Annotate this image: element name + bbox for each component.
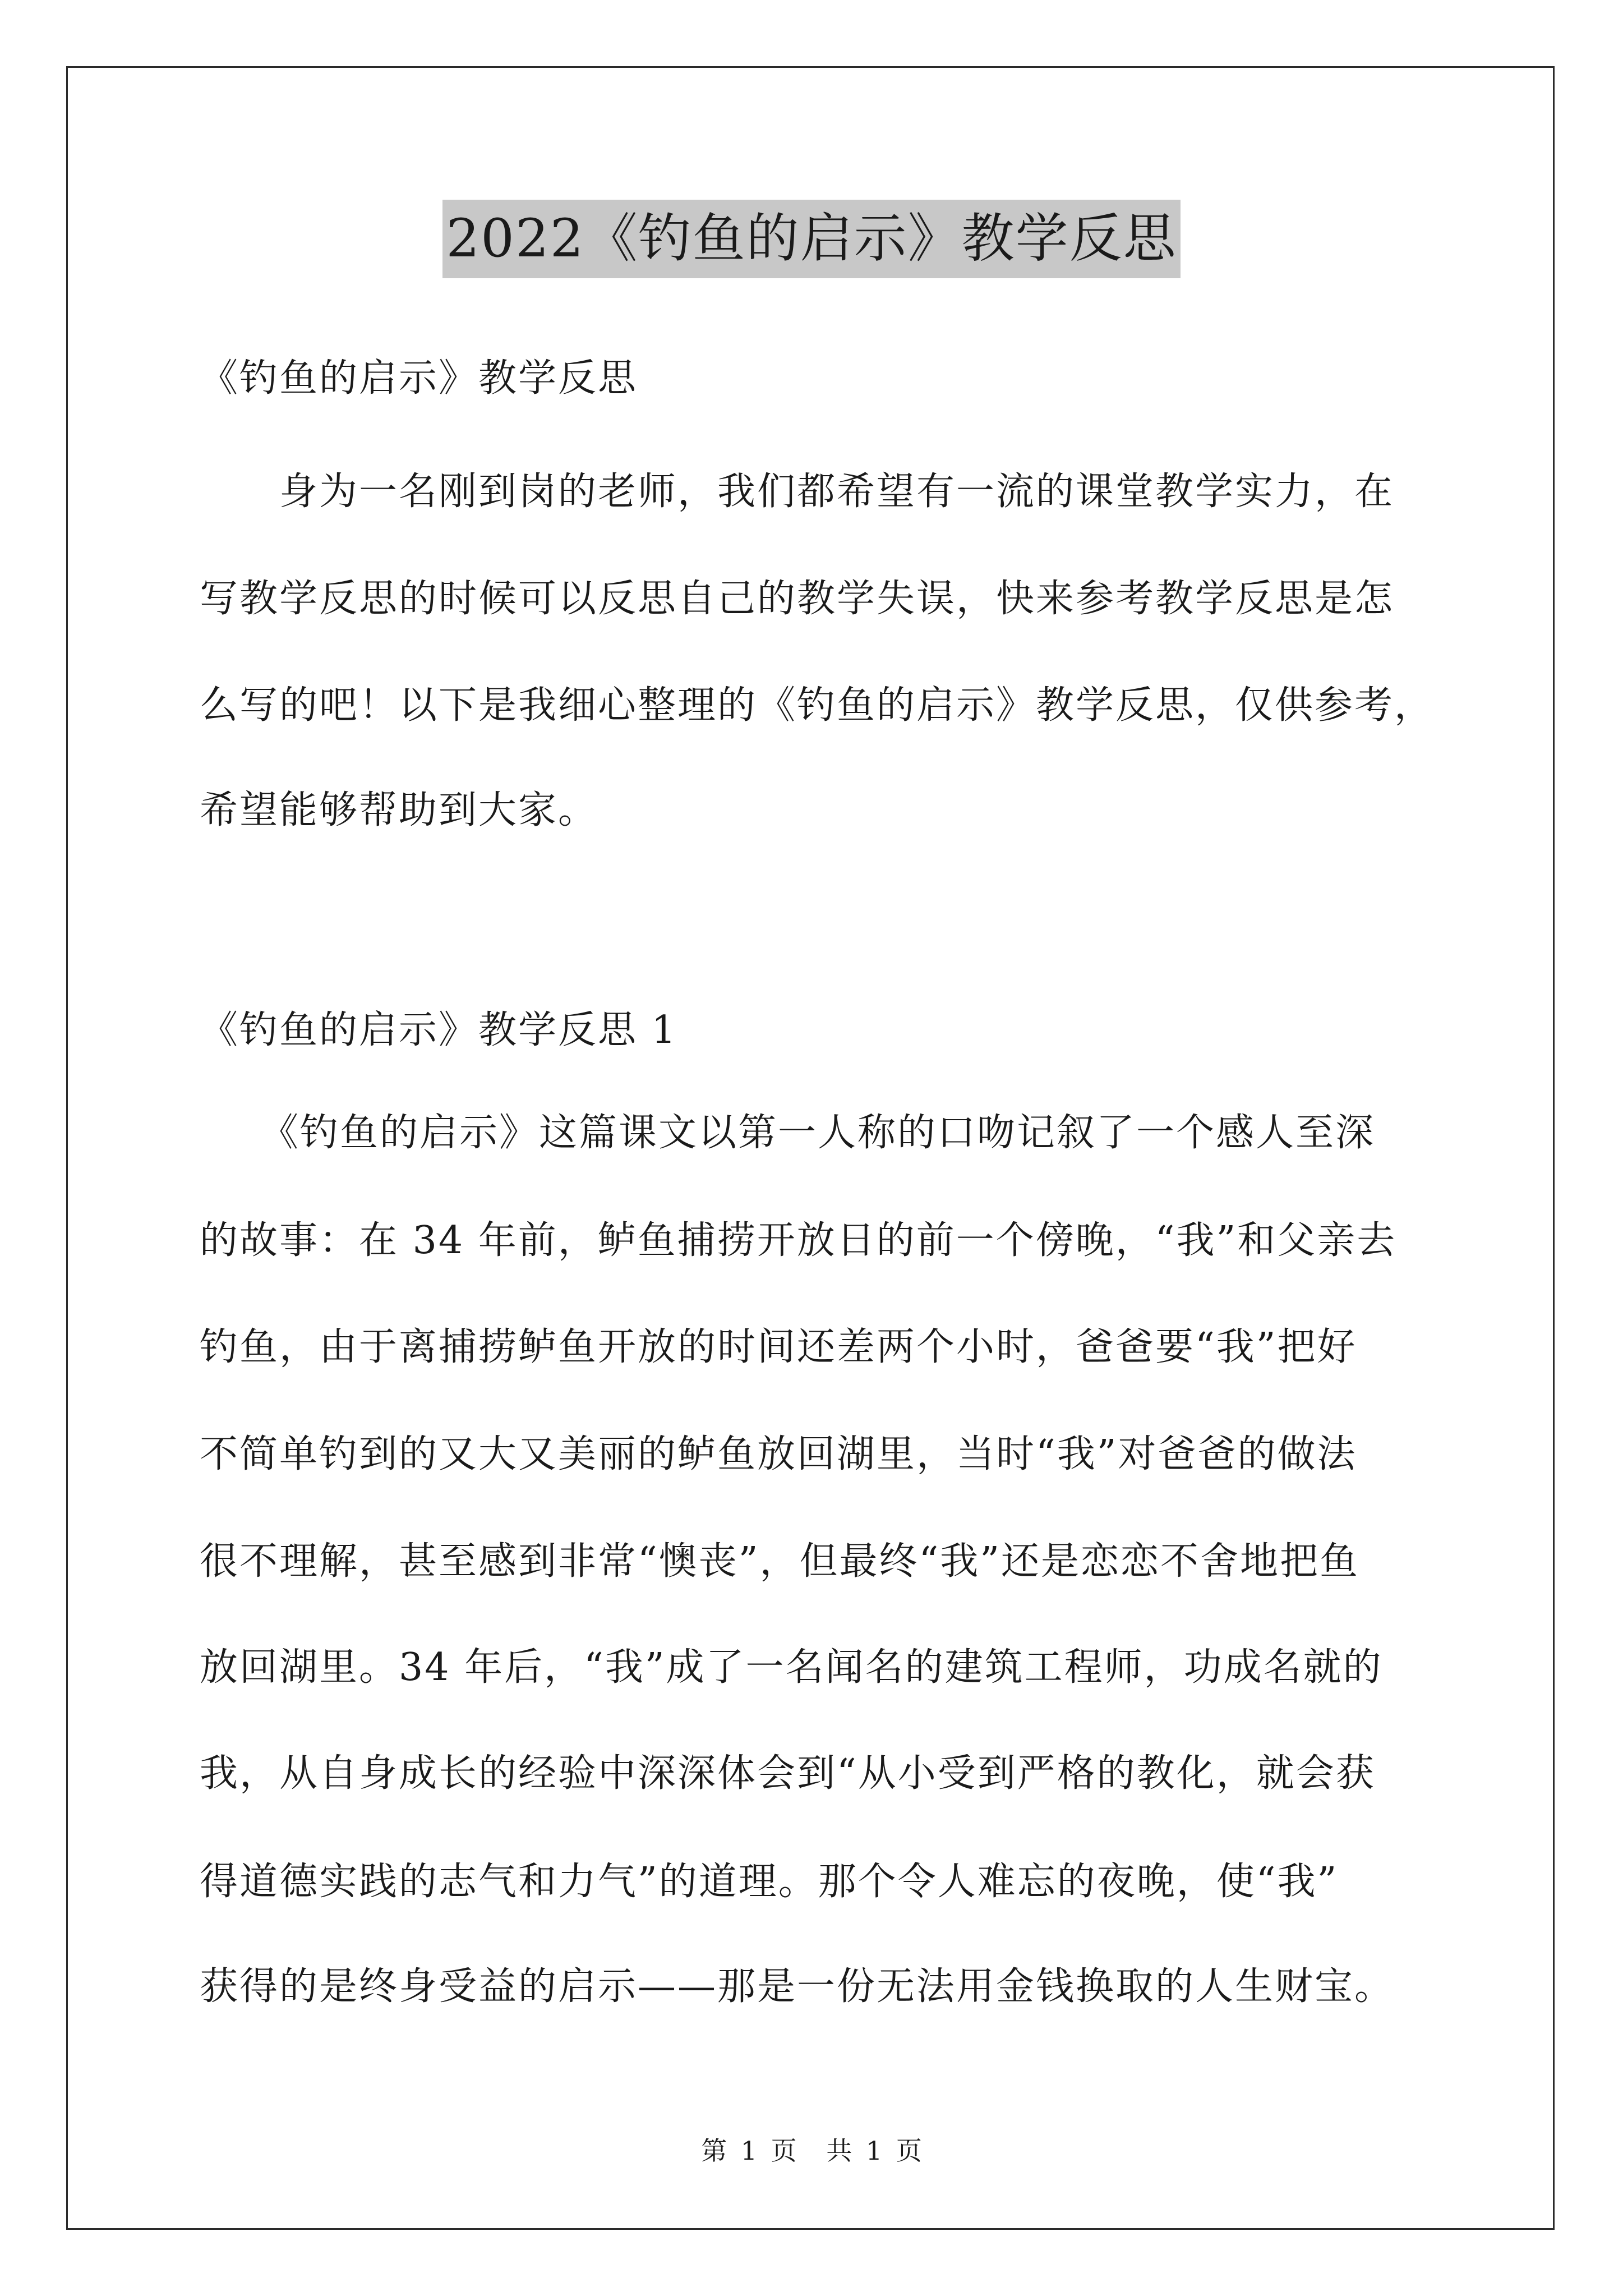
body-line: 放回湖里。34 年后，“我”成了一名闻名的建筑工程师，功成名就的 bbox=[200, 1645, 1383, 1690]
intro-line: 身为一名刚到岗的老师，我们都希望有一流的课堂教学实力，在 bbox=[200, 470, 1395, 514]
body-line: 《钓鱼的启示》这篇课文以第一人称的口吻记叙了一个感人至深 bbox=[200, 1111, 1376, 1155]
intro-line: 希望能够帮助到大家。 bbox=[200, 788, 598, 832]
document-subtitle: 《钓鱼的启示》教学反思 bbox=[200, 356, 638, 401]
body-line: 的故事：在 34 年前，鲈鱼捕捞开放日的前一个傍晚，“我”和父亲去 bbox=[200, 1218, 1397, 1263]
body-line: 很不理解，甚至感到非常“懊丧”，但最终“我”还是恋恋不舍地把鱼 bbox=[200, 1539, 1360, 1584]
body-line: 得道德实践的志气和力气”的道理。那个令人难忘的夜晚，使“我” bbox=[200, 1860, 1339, 1904]
body-line: 我，从自身成长的经验中深深体会到“从小受到严格的教化，就会获 bbox=[200, 1751, 1376, 1796]
intro-line: 么写的吧！以下是我细心整理的《钓鱼的启示》教学反思，仅供参考， bbox=[200, 683, 1435, 728]
document-title: 2022《钓鱼的启示》教学反思 bbox=[442, 200, 1180, 278]
title-container bbox=[0, 200, 1623, 278]
page-number: 第 1 页 bbox=[701, 2136, 797, 2166]
body-line: 不简单钓到的又大又美丽的鲈鱼放回湖里，当时“我”对爸爸的做法 bbox=[200, 1432, 1357, 1476]
intro-line: 写教学反思的时候可以反思自己的教学失误，快来参考教学反思是怎 bbox=[200, 577, 1395, 621]
body-line: 钓鱼，由于离捕捞鲈鱼开放的时间还差两个小时，爸爸要“我”把好 bbox=[200, 1325, 1357, 1369]
page-footer bbox=[0, 2134, 1623, 2168]
section-heading: 《钓鱼的启示》教学反思 1 bbox=[200, 1008, 677, 1052]
body-line: 获得的是终身受益的启示——那是一份无法用金钱换取的人生财宝。 bbox=[200, 1964, 1395, 2009]
page-total: 共 1 页 bbox=[826, 2136, 922, 2166]
